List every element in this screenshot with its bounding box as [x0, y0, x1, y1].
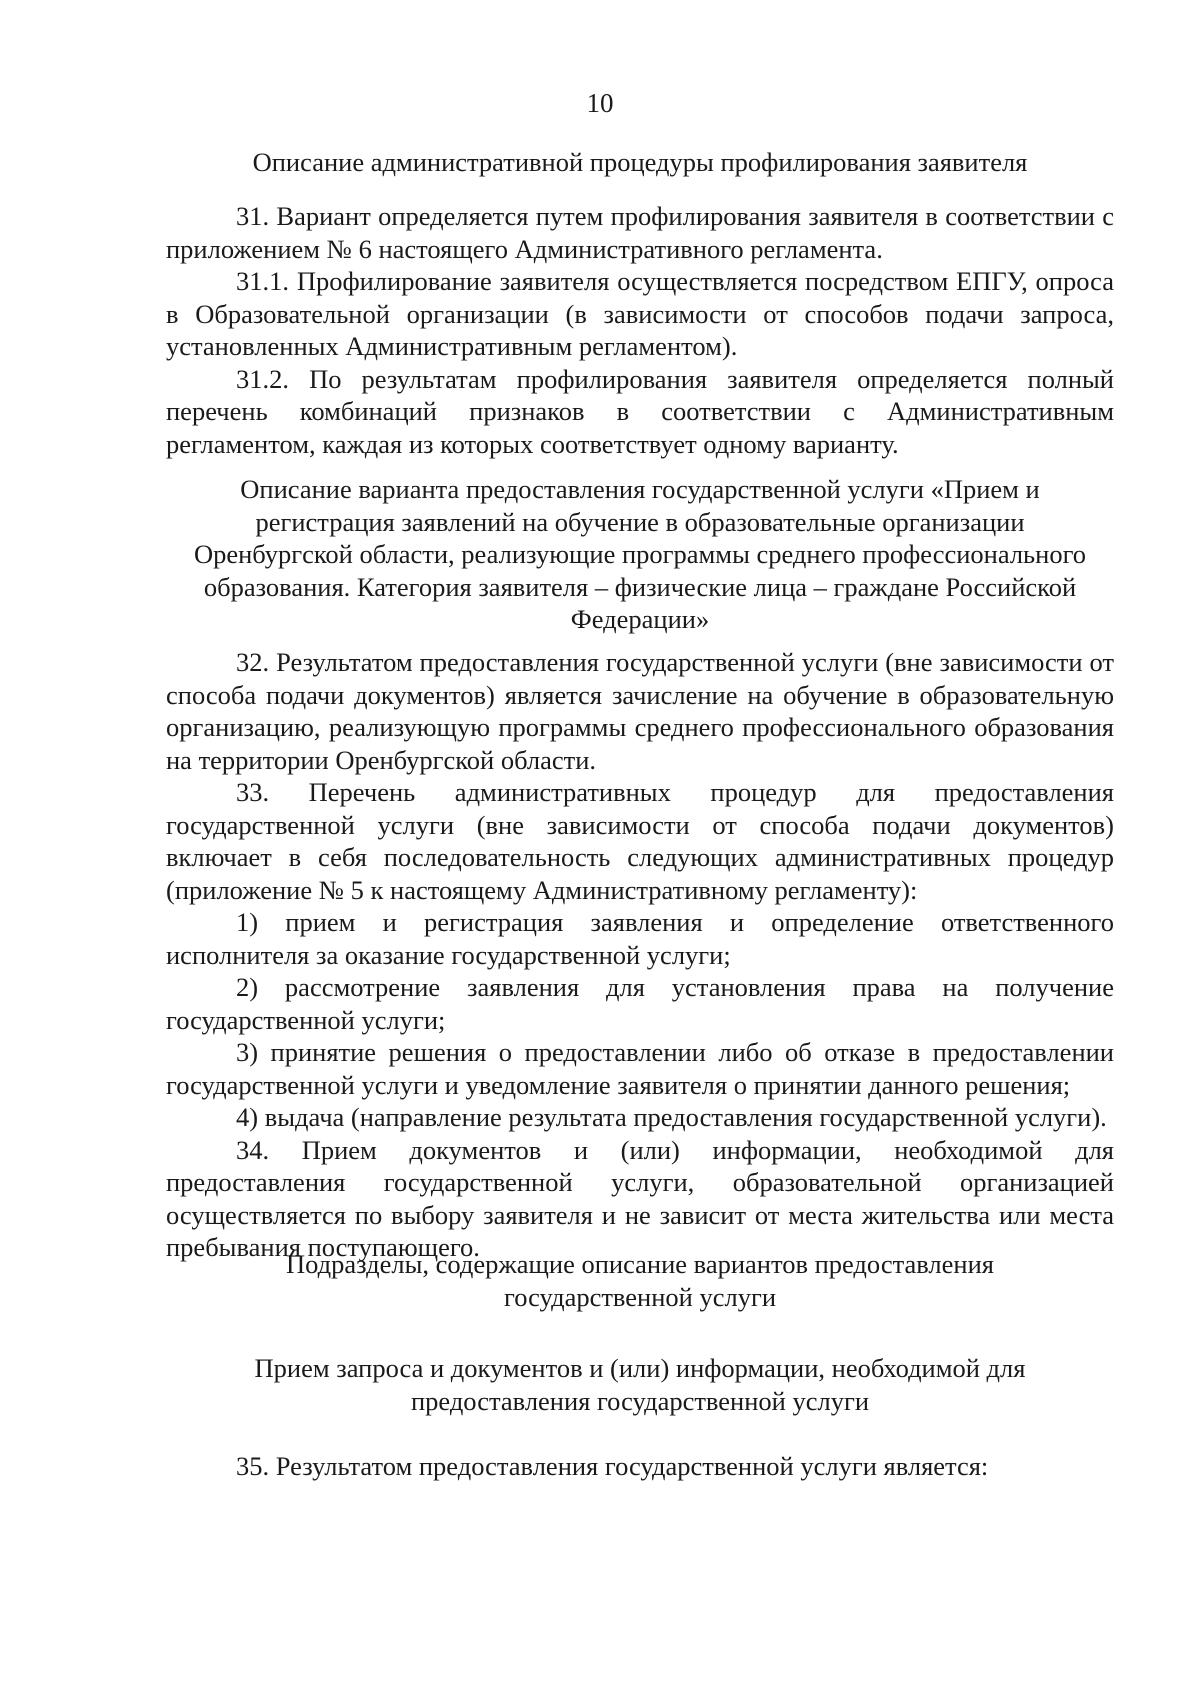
paragraph-32: 32. Результатом предоставления государственной услуги (вне зависимости от способа подачи документов) является зачисление на обучение в образовательную организацию, реализующую программы среднего профессионального образования на территории Оренбургской области.	[166, 647, 1114, 775]
paragraph-34: 34. Прием документов и (или) информации, необходимой для предоставления государственной услуги, образовательной организацией осуществляется по выбору заявителя и не зависит от места жительства или места пребывания поступающего.	[166, 1134, 1114, 1262]
section-body-variant	[166, 646, 1114, 1264]
paragraph-35: 35. Результатом предоставления государственной услуги является:	[236, 1451, 989, 1481]
paragraph-33: 33. Перечень административных процедур для предоставления государственной услуги (вне зависимости от способа подачи документов) включает в себя последовательность следующих административных процедур (приложение № 5 к настоящему Административному регламенту):	[166, 777, 1114, 905]
list-item-3: 3) принятие решения о предоставлении либо об отказе в предоставлении государственной услуги и уведомление заявителя о принятии данного решения;	[166, 1037, 1114, 1100]
paragraph-31: 31. Вариант определяется путем профилирования заявителя в соответствии с приложением № 6 настоящего Административного регламента.	[166, 201, 1114, 264]
paragraph-31-1: 31.1. Профилирование заявителя осуществляется посредством ЕПГУ, опроса в Образовательной организации (в зависимости от способов подачи запроса, установленных Административным регламентом).	[166, 266, 1114, 361]
section-body-profiling	[166, 200, 1114, 460]
section-body-reception	[166, 1450, 1114, 1483]
section-heading-subsections: Подразделы, содержащие описание вариантов предоставления государственной услуги	[286, 1249, 994, 1312]
list-item-2: 2) рассмотрение заявления для установления права на получение государственной услуги;	[166, 972, 1114, 1035]
section-heading-reception: Прием запроса и документов и (или) информации, необходимой для предоставления государственной услуги	[254, 1353, 1026, 1416]
list-item-1: 1) прием и регистрация заявления и определение ответственного исполнителя за оказание государственной услуги;	[166, 907, 1114, 970]
section-heading-profiling: Описание административной процедуры профилирования заявителя	[252, 147, 1028, 177]
page-number: 10	[586, 88, 614, 118]
paragraph-31-2: 31.2. По результатам профилирования заявителя определяется полный перечень комбинаций признаков в соответствии с Административным регламентом, каждая из которых соответствует одному варианту.	[166, 363, 1114, 459]
list-item-4: 4) выдача (направление результата предоставления государственной услуги).	[236, 1102, 1107, 1132]
section-heading-variant: Описание варианта предоставления государственной услуги «Прием и регистрация заявлений на обучение в образовательные организации Оренбургской области, реализующие программы среднего профессионального образования. Категория заявителя – физические лица – граждане Российской Федерации»	[193, 474, 1087, 634]
